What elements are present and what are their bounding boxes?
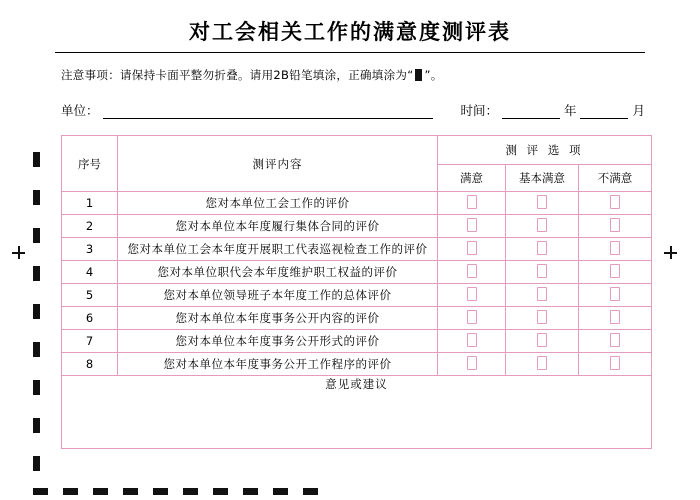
bubble-satisfied[interactable] [438,238,506,261]
bubble-unsatisfied[interactable] [579,215,652,238]
timing-mark [33,380,40,395]
bubble-icon[interactable] [537,356,547,370]
bubble-icon[interactable] [610,195,620,209]
bubble-unsatisfied[interactable] [579,261,652,284]
bubble-icon[interactable] [467,310,477,324]
year-label: 年 [563,103,577,118]
page-title: 对工会相关工作的满意度测评表 [189,19,511,44]
timing-mark [243,488,258,495]
meta-fields-row [61,101,645,119]
timing-mark [33,342,40,357]
bubble-satisfied[interactable] [438,307,506,330]
timing-mark [33,266,40,281]
header-option-unsatisfied: 不满意 [579,165,652,192]
row-item-text: 您对本单位领导班子本年度工作的总体评价 [118,284,438,307]
bubble-icon[interactable] [537,241,547,255]
row-number: 3 [62,238,118,261]
table-row [62,215,652,238]
bubble-satisfied[interactable] [438,192,506,215]
bubble-basically-satisfied[interactable] [506,284,579,307]
bubble-basically-satisfied[interactable] [506,330,579,353]
timing-mark [33,488,48,495]
header-option-basically-satisfied: 基本满意 [506,165,579,192]
row-item-text: 您对本单位工会工作的评价 [118,192,438,215]
header-options-group: 测 评 选 项 [438,136,652,165]
month-label: 月 [632,103,645,118]
form-content [55,8,645,449]
bubble-icon[interactable] [610,218,620,232]
bubble-icon[interactable] [467,287,477,301]
bubble-icon[interactable] [610,287,620,301]
notice-text [61,67,645,83]
timing-mark [273,488,288,495]
row-number: 7 [62,330,118,353]
timing-mark [33,152,40,167]
row-number: 1 [62,192,118,215]
unit-input[interactable] [103,105,433,119]
bubble-icon[interactable] [537,333,547,347]
bubble-icon[interactable] [610,333,620,347]
timing-mark [33,190,40,205]
bubble-unsatisfied[interactable] [579,192,652,215]
bubble-icon[interactable] [467,218,477,232]
timing-mark [183,488,198,495]
bubble-icon[interactable] [537,195,547,209]
table-row [62,192,652,215]
survey-table [61,135,652,449]
row-item-text: 您对本单位本年度履行集体合同的评价 [118,215,438,238]
bubble-satisfied[interactable] [438,284,506,307]
bubble-basically-satisfied[interactable] [506,238,579,261]
table-header-row-1 [62,136,652,165]
bubble-icon[interactable] [467,241,477,255]
bubble-basically-satisfied[interactable] [506,192,579,215]
timing-mark [33,228,40,243]
bubble-icon[interactable] [537,218,547,232]
year-input[interactable] [502,105,560,119]
timing-mark [93,488,108,495]
timing-mark [213,488,228,495]
timing-mark [123,488,138,495]
registration-cross-icon [12,246,25,259]
row-item-text: 您对本单位工会本年度开展职工代表巡视检查工作的评价 [118,238,438,261]
bubble-icon[interactable] [537,264,547,278]
notice-tail: ”。 [424,68,443,82]
bubble-icon[interactable] [467,264,477,278]
bubble-icon[interactable] [467,333,477,347]
comment-area[interactable]: 意见或建议 [62,376,652,449]
timing-mark [33,418,40,433]
bubble-satisfied[interactable] [438,261,506,284]
comment-row [62,376,652,449]
title-divider [55,52,645,53]
header-no: 序号 [62,136,118,192]
row-item-text: 您对本单位本年度事务公开工作程序的评价 [118,353,438,376]
bubble-basically-satisfied[interactable] [506,215,579,238]
bubble-satisfied[interactable] [438,215,506,238]
table-row [62,307,652,330]
bubble-basically-satisfied[interactable] [506,307,579,330]
table-row [62,330,652,353]
time-label: 时间： [460,103,498,118]
timing-mark [63,488,78,495]
bubble-satisfied[interactable] [438,330,506,353]
bubble-icon[interactable] [610,310,620,324]
bubble-icon[interactable] [537,287,547,301]
row-item-text: 您对本单位本年度事务公开内容的评价 [118,307,438,330]
row-number: 4 [62,261,118,284]
registration-cross-icon [664,246,677,259]
row-item-text: 您对本单位本年度事务公开形式的评价 [118,330,438,353]
bubble-unsatisfied[interactable] [579,353,652,376]
row-number: 2 [62,215,118,238]
table-row [62,353,652,376]
row-item-text: 您对本单位职代会本年度维护职工权益的评价 [118,261,438,284]
bubble-basically-satisfied[interactable] [506,353,579,376]
table-row [62,261,652,284]
row-number: 5 [62,284,118,307]
filled-bubble-example-icon [415,69,422,81]
timing-mark [33,456,40,471]
bubble-icon[interactable] [537,310,547,324]
header-option-satisfied: 满意 [438,165,506,192]
table-row [62,284,652,307]
unit-label: 单位： [61,103,99,118]
notice-label: 注意事项：请保持卡面平整勿折叠。请用2B铅笔填涂，正确填涂为“ [61,68,414,82]
bubble-icon[interactable] [610,356,620,370]
bubble-satisfied[interactable] [438,353,506,376]
timing-mark [153,488,168,495]
timing-mark [33,304,40,319]
row-number: 8 [62,353,118,376]
timing-mark [303,488,318,495]
bubble-unsatisfied[interactable] [579,330,652,353]
month-input[interactable] [580,105,628,119]
row-number: 6 [62,307,118,330]
bubble-unsatisfied[interactable] [579,238,652,261]
bubble-icon[interactable] [467,195,477,209]
bubble-icon[interactable] [610,241,620,255]
table-row [62,238,652,261]
bubble-icon[interactable] [610,264,620,278]
bubble-unsatisfied[interactable] [579,284,652,307]
header-item: 测评内容 [118,136,438,192]
bubble-unsatisfied[interactable] [579,307,652,330]
bubble-icon[interactable] [467,356,477,370]
bubble-basically-satisfied[interactable] [506,261,579,284]
